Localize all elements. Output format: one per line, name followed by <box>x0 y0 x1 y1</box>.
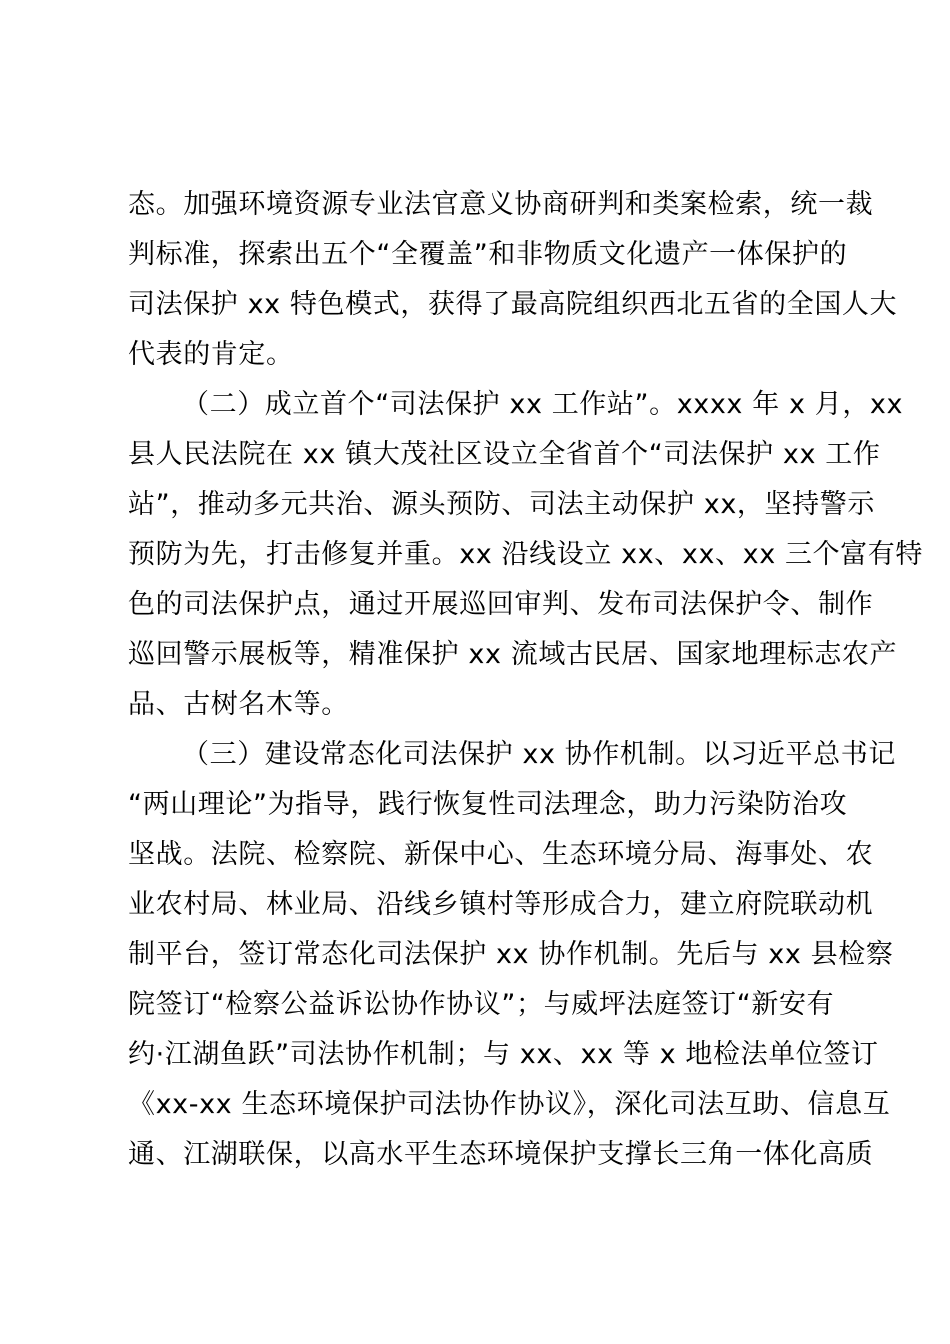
text-line: 司法保护 xx 特色模式，获得了最高院组织西北五省的全国人大 <box>128 289 898 320</box>
text-line: 巡回警示展板等，精准保护 xx 流域古民居、国家地理标志农产 <box>128 639 898 670</box>
text-line: 约·江湖鱼跃”司法协作机制；与 xx、xx 等 x 地检法单位签订 <box>128 1039 879 1070</box>
text-line: （二）成立首个“司法保护 xx 工作站”。xxxx 年 x 月，xx <box>182 389 904 420</box>
text-line: 站”，推动多元共治、源头预防、司法主动保护 xx，坚持警示 <box>128 489 875 520</box>
text-line: 业农村局、林业局、沿线乡镇村等形成合力，建立府院联动机 <box>128 889 874 920</box>
text-line: （三）建设常态化司法保护 xx 协作机制。以习近平总书记 <box>182 739 896 770</box>
text-line: 色的司法保护点，通过开展巡回审判、发布司法保护令、制作 <box>128 589 874 620</box>
text-line: “两山理论”为指导，践行恢复性司法理念，助力污染防治攻 <box>128 789 848 820</box>
text-line: 院签订“检察公益诉讼协作协议”；与威坪法庭签订“新安有 <box>128 989 835 1020</box>
text-line: 通、江湖联保，以高水平生态环境保护支撑长三角一体化高质 <box>128 1139 874 1170</box>
document-body <box>128 180 923 1180</box>
text-line: 判标准，探索出五个“全覆盖”和非物质文化遗产一体保护的 <box>128 239 848 270</box>
text-line: 《xx-xx 生态环境保护司法协作协议》，深化司法互助、信息互 <box>128 1089 891 1120</box>
text-line: 县人民法院在 xx 镇大茂社区设立全省首个“司法保护 xx 工作 <box>128 439 881 470</box>
text-line: 坚战。法院、检察院、新保中心、生态环境分局、海事处、农 <box>128 839 874 870</box>
text-line: 态。加强环境资源专业法官意义协商研判和类案检索，统一裁 <box>128 189 874 220</box>
text-line: 代表的肯定。 <box>128 339 294 370</box>
text-line: 预防为先，打击修复并重。xx 沿线设立 xx、xx、xx 三个富有特 <box>128 539 923 570</box>
text-line: 制平台，签订常态化司法保护 xx 协作机制。先后与 xx 县检察 <box>128 939 894 970</box>
text-line: 品、古树名木等。 <box>128 689 349 720</box>
